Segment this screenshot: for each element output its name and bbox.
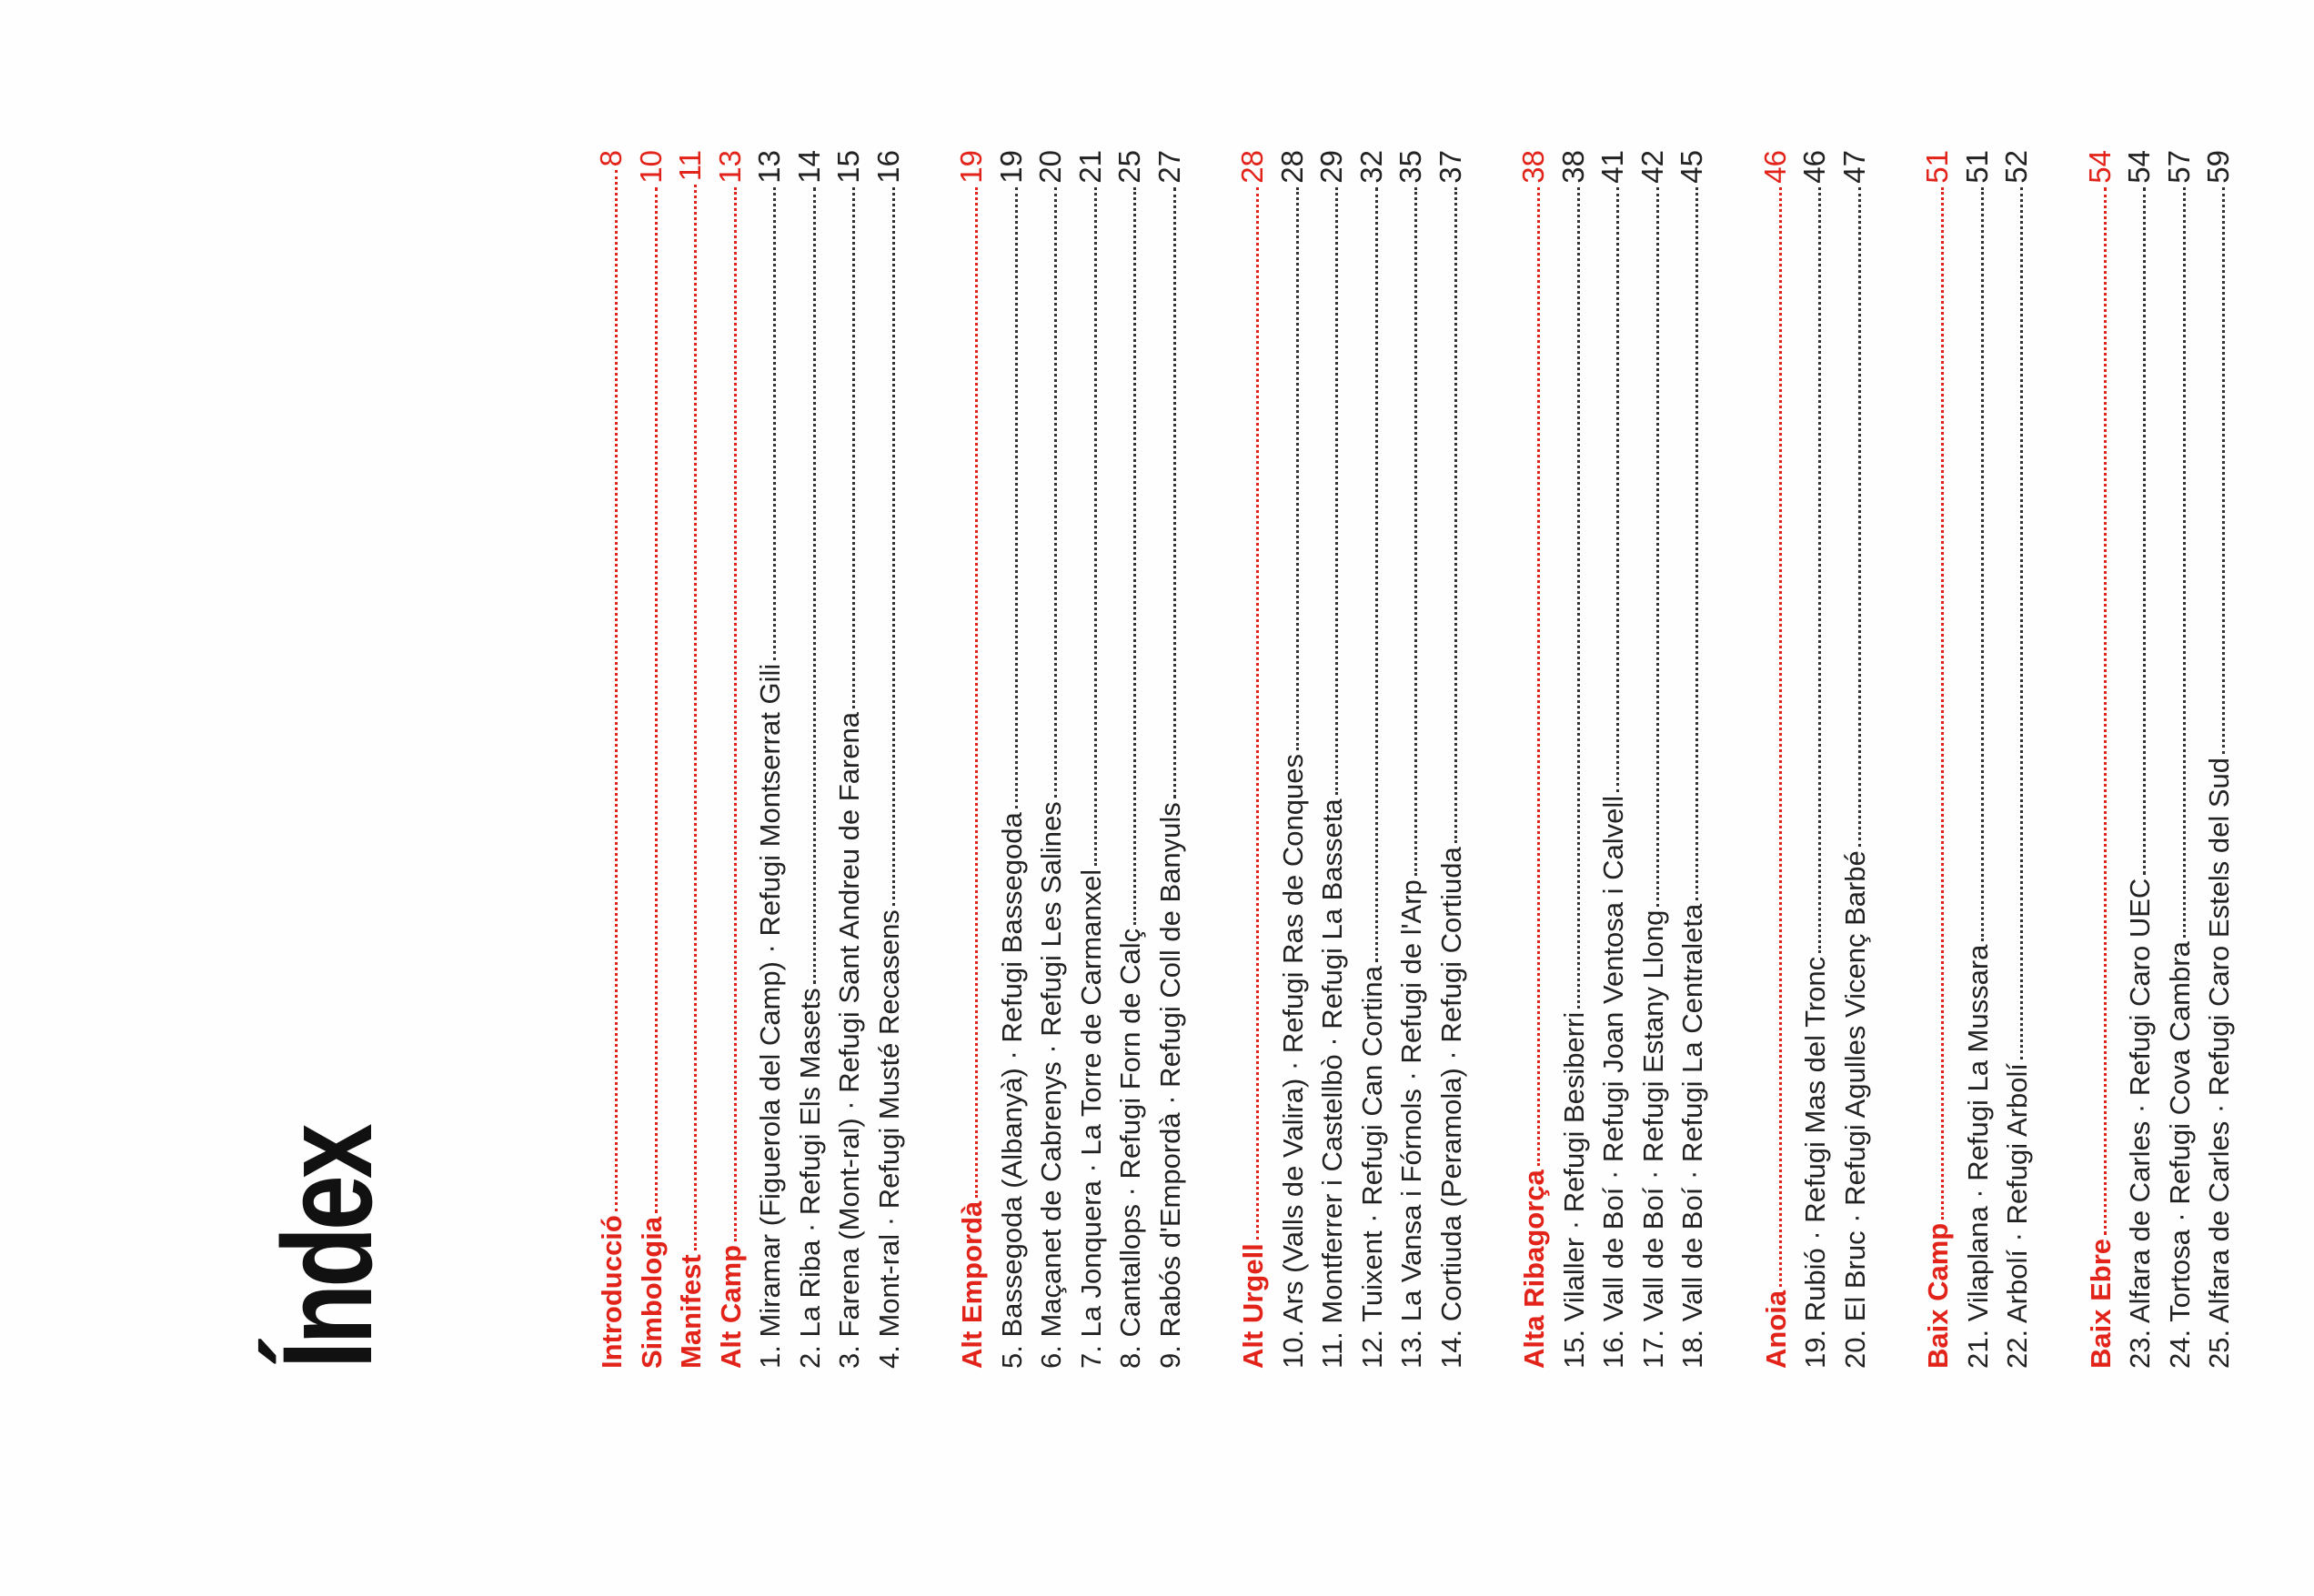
- toc-page-number: 59: [2201, 150, 2235, 184]
- dotted-leader: [1779, 187, 1782, 1287]
- toc-entry: [1312, 150, 1352, 1369]
- toc-entry-label: 1. Miramar (Figuerola del Camp) · Refugi Montserrat Gili: [754, 663, 786, 1369]
- toc-page-number: 29: [1314, 150, 1348, 184]
- dotted-leader: [1454, 187, 1457, 844]
- toc-section-heading: [670, 150, 710, 1369]
- toc-section: [1232, 150, 1470, 1369]
- toc-entry: [1431, 150, 1471, 1369]
- toc-entry-label: 24. Tortosa · Refugi Cova Cambra: [2163, 941, 2196, 1369]
- toc-entry: [1633, 150, 1673, 1369]
- toc-entry: [991, 150, 1031, 1369]
- dotted-leader: [1577, 187, 1580, 1009]
- dotted-leader: [1375, 187, 1378, 962]
- toc-page-number: 27: [1152, 150, 1186, 184]
- toc-entry-label: Anoia: [1759, 1290, 1792, 1369]
- dotted-leader: [773, 187, 776, 660]
- toc-page-number: 42: [1635, 150, 1669, 184]
- toc-entry-label: 3. Farena (Mont-ral) · Refugi Sant Andreu de Farena: [833, 712, 865, 1369]
- dotted-leader: [2183, 187, 2186, 938]
- dotted-leader: [615, 170, 618, 1211]
- dotted-leader: [1256, 187, 1259, 1240]
- toc-entry-label: Baix Camp: [1922, 1222, 1954, 1369]
- toc-page-number: 14: [791, 150, 826, 184]
- toc-page-number: 41: [1595, 150, 1629, 184]
- toc-page-number: 10: [633, 150, 668, 184]
- toc-entry-label: 14. Cortiuda (Peramola) · Refugi Cortiuda: [1434, 847, 1467, 1369]
- toc-page-number: 54: [2122, 150, 2156, 184]
- toc-entry: [1672, 150, 1712, 1369]
- toc-entry: [1273, 150, 1313, 1369]
- toc-page-number: 46: [1797, 150, 1831, 184]
- toc-section-heading: [710, 150, 750, 1369]
- dotted-leader: [1818, 187, 1821, 953]
- toc-section: [2080, 150, 2239, 1369]
- toc-page-number: 37: [1433, 150, 1467, 184]
- dotted-leader: [2104, 187, 2107, 1235]
- dotted-leader: [975, 187, 978, 1198]
- toc-entry-label: Simbologia: [635, 1216, 668, 1369]
- toc-section-heading: [591, 150, 631, 1369]
- toc-page-number: 45: [1675, 150, 1708, 184]
- dotted-leader: [1054, 187, 1057, 798]
- toc-page-number: 51: [1959, 150, 1994, 184]
- dotted-leader: [734, 187, 737, 1241]
- toc-section: [1756, 150, 1875, 1369]
- toc-entry: [1031, 150, 1071, 1369]
- toc-page-number: 38: [1555, 150, 1590, 184]
- toc-section-heading: [1514, 150, 1554, 1369]
- dotted-leader: [892, 187, 895, 906]
- dotted-leader: [1537, 187, 1540, 1167]
- toc-section-heading: [631, 150, 671, 1369]
- dotted-leader: [1616, 187, 1619, 792]
- toc-page-number: 47: [1836, 150, 1871, 184]
- toc-page-number: 8: [594, 150, 628, 167]
- toc-page-number: 21: [1072, 150, 1107, 184]
- dotted-leader: [2020, 187, 2023, 1059]
- toc-entry-label: 4. Mont-ral · Refugi Musté Recasens: [872, 909, 905, 1369]
- toc-entry-label: 6. Maçanet de Cabrenys · Refugi Les Salines: [1035, 801, 1067, 1369]
- toc-entry-label: 18. Vall de Boí · Refugi La Centraleta: [1676, 903, 1708, 1369]
- page-title: Índex: [256, 1127, 398, 1369]
- toc-page-number: 28: [1235, 150, 1269, 184]
- toc-section-heading: [951, 150, 991, 1369]
- toc-page-number: 13: [752, 150, 786, 184]
- toc-entry: [2119, 150, 2159, 1369]
- toc-page-number: 13: [712, 150, 747, 184]
- toc-entry: [869, 150, 909, 1369]
- toc-entry-label: 5. Bassegoda (Albanyà) · Refugi Bassegoda: [995, 812, 1028, 1369]
- toc-section: [1514, 150, 1712, 1369]
- toc-entry-label: 15. Vilaller · Refugi Besiberri: [1557, 1011, 1590, 1369]
- toc-entry: [1593, 150, 1633, 1369]
- toc-page-number: 38: [1516, 150, 1550, 184]
- dotted-leader: [694, 185, 697, 1250]
- toc-entry-label: 23. Alfara de Carles · Refugi Caro UEC: [2124, 878, 2156, 1369]
- toc-page-number: 20: [1033, 150, 1067, 184]
- toc-entry: [1795, 150, 1835, 1369]
- toc-entry-label: 21. Vilaplana · Refugi La Mussara: [1961, 944, 1994, 1369]
- toc-entry-label: 22. Arbolí · Refugi Arbolí: [2001, 1062, 2033, 1369]
- toc-page-number: 35: [1393, 150, 1427, 184]
- toc-page-number: 15: [831, 150, 865, 184]
- toc-entry-label: 2. La Riba · Refugi Els Masets: [793, 988, 826, 1369]
- toc-entry-label: Introducció: [596, 1215, 628, 1369]
- toc-page-number: 54: [2082, 150, 2117, 184]
- toc-entry-label: 8. Cantallops · Refugi Forn de Calç: [1114, 928, 1146, 1369]
- dotted-leader: [1414, 187, 1417, 876]
- toc-entry-label: Alta Ribagorça: [1518, 1169, 1550, 1369]
- toc-entry-label: Baix Ebre: [2084, 1238, 2117, 1369]
- toc-entry-label: 12. Tuixent · Refugi Can Cortina: [1355, 966, 1388, 1369]
- dotted-leader: [1695, 187, 1698, 900]
- toc-section-heading: [1756, 150, 1796, 1369]
- dotted-leader: [1094, 187, 1097, 866]
- toc-entry: [1554, 150, 1594, 1369]
- toc-entry: [2198, 150, 2239, 1369]
- dotted-leader: [813, 187, 816, 985]
- dotted-leader: [1981, 187, 1984, 941]
- toc-entry: [790, 150, 830, 1369]
- toc-section: [1917, 150, 2037, 1369]
- dotted-leader: [655, 187, 658, 1213]
- toc-entry: [1352, 150, 1392, 1369]
- toc-entry-label: Manifest: [675, 1254, 707, 1369]
- dotted-leader: [2222, 187, 2225, 754]
- toc-entry: [2159, 150, 2199, 1369]
- toc-page-number: 16: [870, 150, 905, 184]
- toc-page-number: 32: [1353, 150, 1388, 184]
- toc-entry: [1997, 150, 2037, 1369]
- toc-entry: [1150, 150, 1190, 1369]
- toc-entry: [1071, 150, 1111, 1369]
- toc-entry-label: 25. Alfara de Carles · Refugi Caro Estels del Sud: [2203, 757, 2235, 1369]
- toc-entry-label: Alt Urgell: [1237, 1243, 1269, 1369]
- toc-section-heading: [1232, 150, 1273, 1369]
- toc-entry: [829, 150, 869, 1369]
- toc-page-number: 25: [1112, 150, 1146, 184]
- toc-page-number: 19: [954, 150, 988, 184]
- toc-entry-label: 19. Rubió · Refugi Mas del Tronc: [1799, 956, 1831, 1369]
- toc-entry: [1391, 150, 1431, 1369]
- toc-page-number: 28: [1274, 150, 1309, 184]
- toc-page-number: 52: [1999, 150, 2033, 184]
- toc-entry-label: 7. La Jonquera · La Torre de Carmanxel: [1074, 868, 1107, 1369]
- toc-entry: [1957, 150, 1997, 1369]
- toc-page-number: 19: [993, 150, 1028, 184]
- toc-section-heading: [2080, 150, 2120, 1369]
- toc-section-heading: [1917, 150, 1957, 1369]
- toc-entry-label: 11. Montferrer i Castellbò · Refugi La Basseta: [1316, 798, 1348, 1369]
- dotted-leader: [1173, 187, 1176, 798]
- dotted-leader: [1335, 187, 1338, 796]
- table-of-contents: [591, 150, 2282, 1369]
- dotted-leader: [852, 187, 855, 708]
- toc-section: [951, 150, 1189, 1369]
- dotted-leader: [1656, 187, 1659, 907]
- toc-page-number: 57: [2161, 150, 2196, 184]
- toc-entry-label: 16. Vall de Boí · Refugi Joan Ventosa i Calvell: [1597, 795, 1629, 1369]
- toc-section: [591, 150, 908, 1369]
- dotted-leader: [1015, 187, 1018, 809]
- toc-entry-label: 20. El Bruc · Refugi Agulles Vicenç Barbé: [1838, 850, 1871, 1369]
- toc-page-number: 46: [1757, 150, 1792, 184]
- dotted-leader: [1133, 187, 1136, 925]
- dotted-leader: [2143, 187, 2146, 875]
- toc-entry: [1110, 150, 1150, 1369]
- toc-page-number: 51: [1920, 150, 1954, 184]
- toc-entry: [750, 150, 790, 1369]
- toc-entry: [1835, 150, 1875, 1369]
- toc-entry-label: 10. Ars (Valls de Valira) · Refugi Ras de Conques: [1276, 753, 1309, 1369]
- toc-entry-label: 13. La Vansa i Fórnols · Refugi de l'Arp: [1395, 879, 1427, 1369]
- toc-page-number: 11: [673, 150, 707, 182]
- toc-entry-label: Alt Empordà: [956, 1200, 988, 1369]
- toc-entry-label: 9. Rabós d'Empordà · Refugi Coll de Banyuls: [1153, 802, 1186, 1369]
- toc-entry-label: 17. Vall de Boí · Refugi Estany Llong: [1636, 909, 1669, 1369]
- dotted-leader: [1941, 187, 1944, 1220]
- dotted-leader: [1858, 187, 1861, 847]
- toc-entry-label: Alt Camp: [714, 1244, 747, 1369]
- dotted-leader: [1296, 187, 1299, 750]
